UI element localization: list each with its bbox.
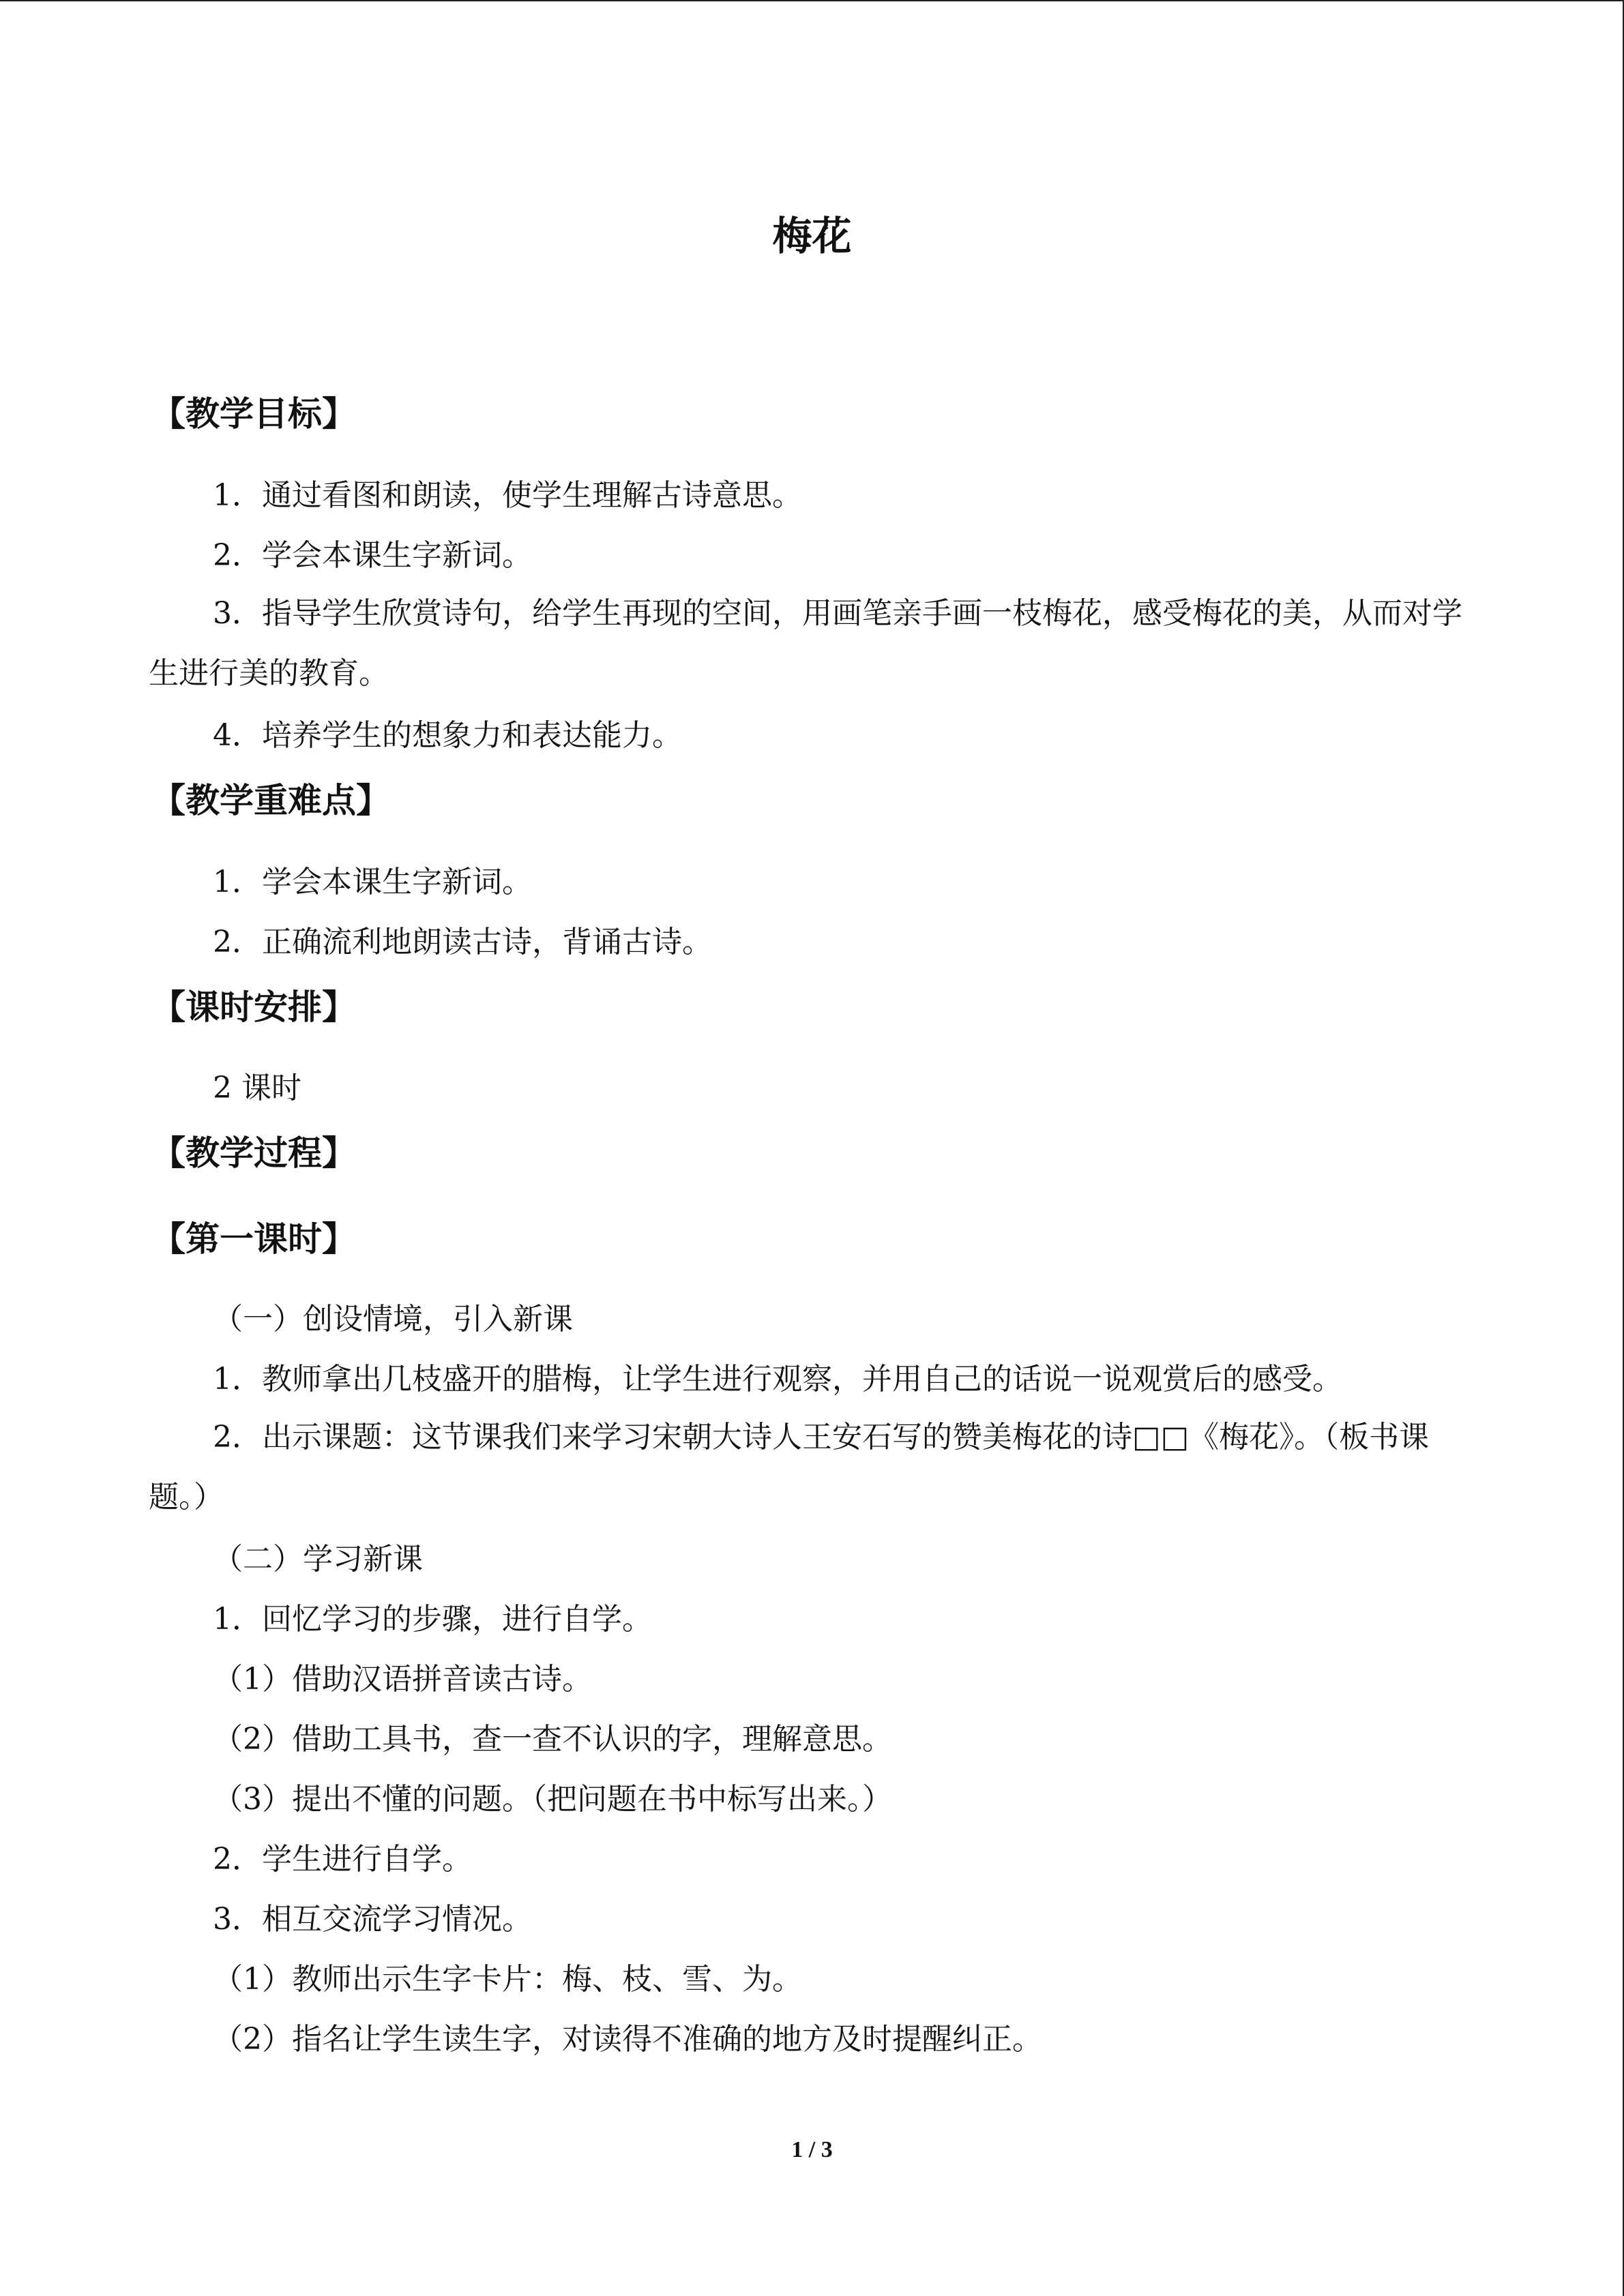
lesson-line-2: 1．教师拿出几枝盛开的腊梅，让学生进行观察，并用自己的话说一说观赏后的感受。 <box>213 1362 1342 1397</box>
lesson-line-5: 1．回忆学习的步骤，进行自学。 <box>213 1602 652 1637</box>
lesson-line-4: （二）学习新课 <box>213 1542 423 1577</box>
heading-schedule: 【课时安排】 <box>151 987 356 1027</box>
lesson-line-6: （1）借助汉语拼音读古诗。 <box>213 1662 592 1697</box>
schedule-text: 2 课时 <box>213 1071 301 1105</box>
lesson-line-12: （2）指名让学生读生字，对读得不准确的地方及时提醒纠正。 <box>213 2022 1042 2057</box>
document-title: 梅花 <box>772 213 852 259</box>
objective-item-1: 1．通过看图和朗读，使学生理解古诗意思。 <box>213 478 802 513</box>
lesson-line-11: （1）教师出示生字卡片：梅、枝、雪、为。 <box>213 1962 802 1997</box>
lesson-line-1: （一）创设情境，引入新课 <box>213 1302 573 1337</box>
lesson-line-10: 3．相互交流学习情况。 <box>213 1902 532 1937</box>
objective-item-4: 4．培养学生的想象力和表达能力。 <box>213 718 682 753</box>
heading-key-points: 【教学重难点】 <box>151 781 390 820</box>
lesson-line-8: （3）提出不懂的问题。（把问题在书中标写出来。） <box>213 1782 892 1817</box>
lesson-line-9: 2．学生进行自学。 <box>213 1842 472 1877</box>
heading-objectives: 【教学目标】 <box>151 394 356 434</box>
key-point-item-2: 2．正确流利地朗读古诗，背诵古诗。 <box>213 925 712 959</box>
page-number: 1 / 3 <box>791 2137 833 2162</box>
key-point-item-1: 1．学会本课生字新词。 <box>213 865 532 899</box>
objective-item-3: 3．指导学生欣赏诗句，给学生再现的空间，用画笔亲手画一枝梅花，感受梅花的美，从而对学生进行美的教育。 <box>149 596 1462 691</box>
objective-item-2: 2．学会本课生字新词。 <box>213 538 532 573</box>
lesson-line-3: 2．出示课题：这节课我们来学习宋朝大诗人王安石写的赞美梅花的诗□□《梅花》。（板书课题。） <box>149 1420 1430 1515</box>
lesson-line-7: （2）借助工具书，查一查不认识的字，理解意思。 <box>213 1722 892 1757</box>
heading-process: 【教学过程】 <box>151 1133 356 1173</box>
heading-lesson-one: 【第一课时】 <box>151 1219 356 1259</box>
